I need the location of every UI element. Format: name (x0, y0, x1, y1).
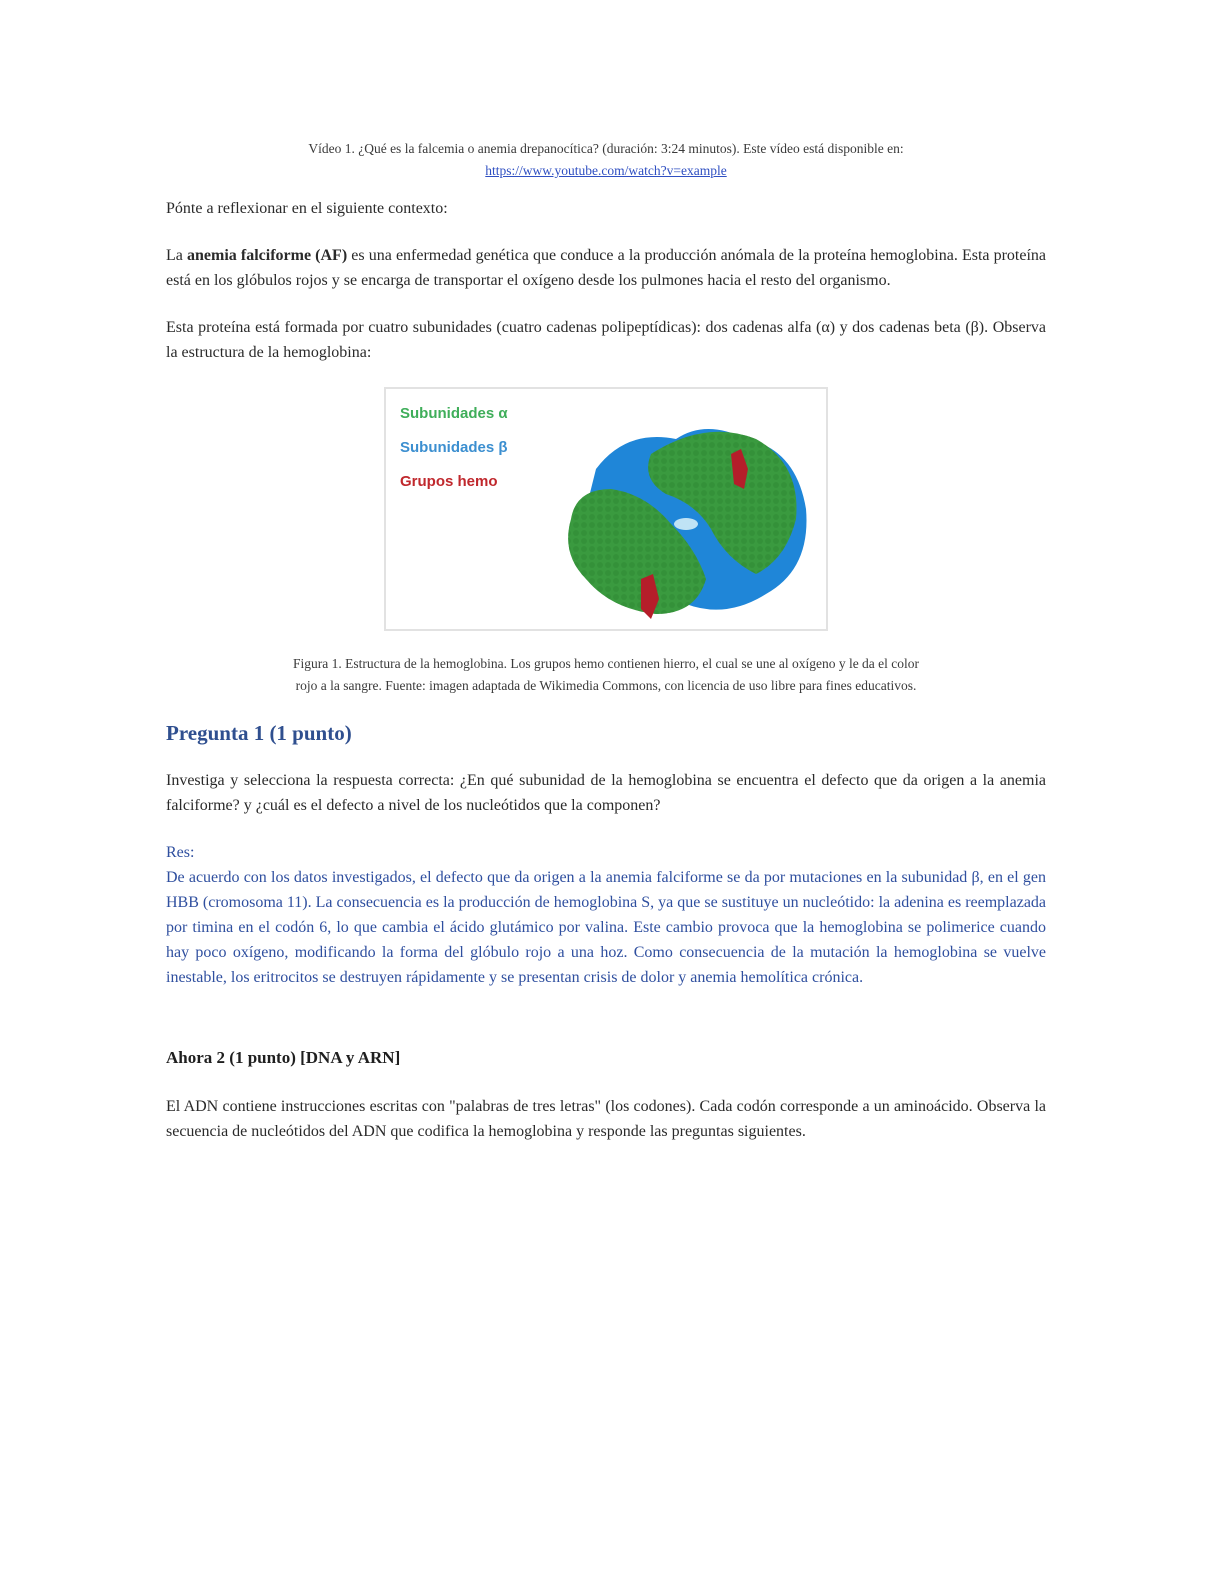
paragraph-rest: es una enfermedad genética que conduce a la producción anómala de la proteína hemoglobina. Esta proteína está en los glóbulos rojos y se encarga de transportar el oxígeno desde los pulmones hacia el resto del organismo. (166, 247, 1047, 289)
answer-label: Res: (166, 844, 195, 861)
paragraph-anemia (166, 243, 1046, 293)
section-heading: Ahora 2 (1 punto) [DNA y ARN] (166, 1048, 401, 1067)
central-cavity (674, 518, 698, 530)
question-text: Investiga y selecciona la respuesta correcta: ¿En qué subunidad de la hemoglobina se encuentra el defecto que da origen a la anemia falciforme? y ¿cuál es el defecto a nivel de los nucleótidos que la componen? (166, 772, 1046, 814)
video-link[interactable]: https://www.youtube.com/watch?v=example (485, 163, 727, 178)
legend-heme: Grupos hemo (400, 473, 498, 490)
paragraph-bold-term: anemia falciforme (AF) (187, 247, 348, 264)
legend-beta: Subunidades β (400, 439, 508, 456)
document-page (166, 138, 1046, 1144)
section-text: El ADN contiene instrucciones escritas con "palabras de tres letras" (los codones). Cada codón corresponde a un aminoácido. Observa la secuencia de nucleótidos del ADN que codifica la hemoglobina y responde las preguntas siguientes. (166, 1098, 1046, 1140)
hemoglobin-structure-image (556, 409, 826, 624)
figure-caption: Figura 1. Estructura de la hemoglobina. Los grupos hemo contienen hierro, el cual se une al oxígeno y le da el color rojo a la sangre. Fuente: imagen adaptada de Wikimedia Commons, con licencia de uso libre para fines educativos. (292, 656, 920, 693)
intro-text: Pónte a reflexionar en el siguiente contexto: (166, 200, 448, 217)
figure-legend (400, 397, 508, 499)
paragraph-structure: Esta proteína está formada por cuatro subunidades (cuatro cadenas polipeptídicas): dos cadenas alfa (α) y dos cadenas beta (β). Observa la estructura de la hemoglobina: (166, 319, 1046, 361)
video-caption-text: Vídeo 1. ¿Qué es la falcemia o anemia drepanocítica? (duración: 3:24 minutos). Este vídeo está disponible en: (308, 141, 904, 156)
hemoglobin-figure (384, 387, 828, 631)
answer-block (166, 840, 1046, 990)
paragraph-lead: La (166, 247, 183, 264)
answer-text: De acuerdo con los datos investigados, el defecto que da origen a la anemia falciforme se da por mutaciones en la subunidad β, en el gen HBB (cromosoma 11). La consecuencia es la producción de hemoglobina S, ya que se sustituye un nucleótido: la adenina es reemplazada por timina en el codón 6, lo que cambia el ácido glutámico por valina. Este cambio provoca que la hemoglobina se polimerice cuando hay poco oxígeno, modificando la forma del glóbulo rojo a una hoz. Como consecuencia de la mutación la hemoglobina se vuelve inestable, los eritrocitos se destruyen rápidamente y se presentan crisis de dolor y anemia hemolítica crónica. (166, 869, 1047, 986)
video-caption (281, 138, 931, 182)
question-heading: Pregunta 1 (1 punto) (166, 721, 352, 745)
legend-alpha: Subunidades α (400, 405, 508, 422)
